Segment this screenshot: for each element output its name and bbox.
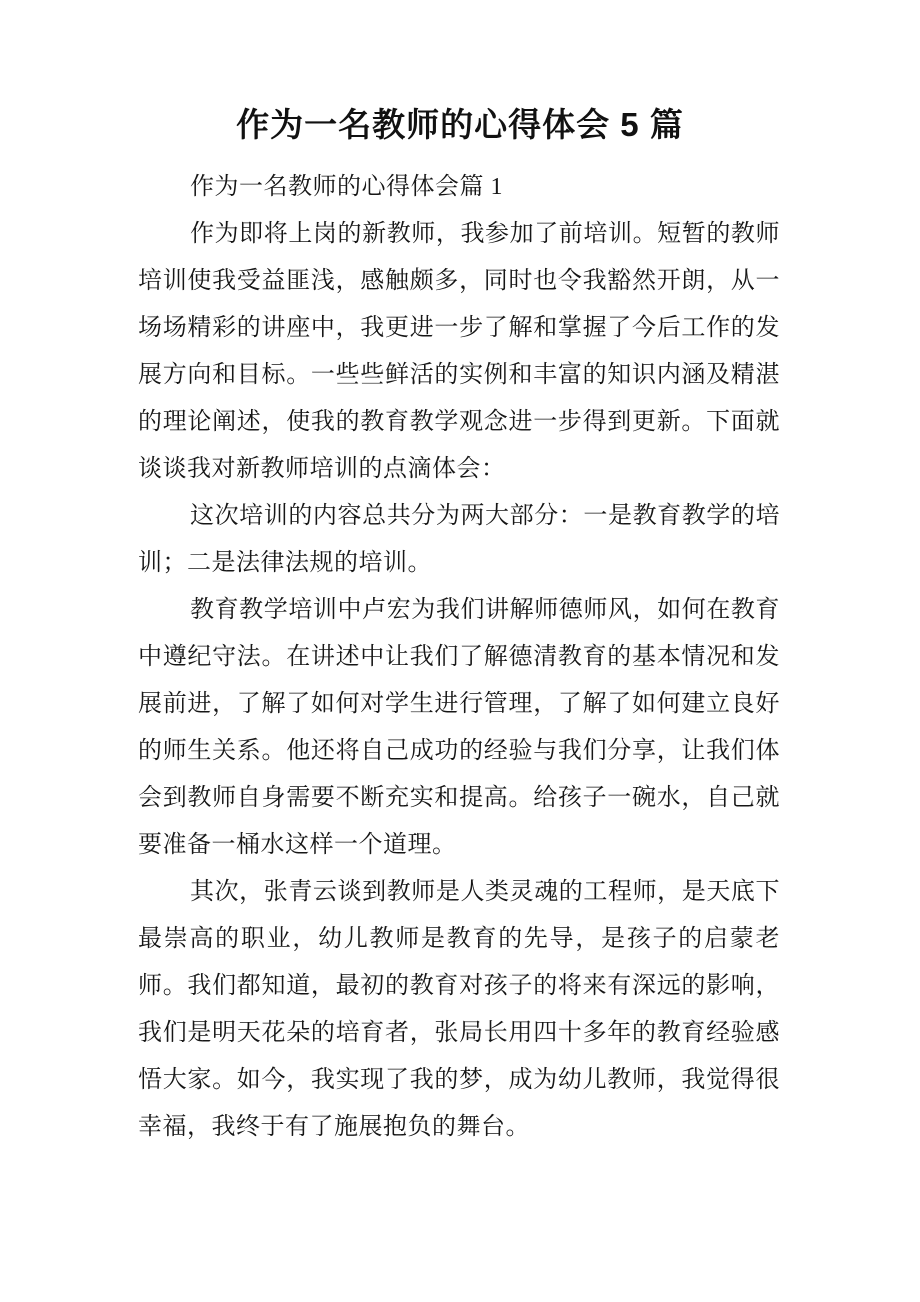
paragraph: 教育教学培训中卢宏为我们讲解师德师风，如何在教育中遵纪守法。在讲述中让我们了解德清教育的基本情况和发展前进，了解了如何对学生进行管理，了解了如何建立良好的师生关系。他还将自己成功的经验与我们分享，让我们体会到教师自身需要不断充实和提高。给孩子一碗水，自己就要准备一桶水这样一个道理。 — [138, 597, 780, 858]
paragraph: 作为即将上岗的新教师，我参加了前培训。短暂的教师培训使我受益匪浅，感触颇多，同时也令我豁然开朗，从一场场精彩的讲座中，我更进一步了解和掌握了今后工作的发展方向和目标。一些些鲜活的实例和丰富的知识内涵及精湛的理论阐述，使我的教育教学观念进一步得到更新。下面就谈谈我对新教师培训的点滴体会： — [138, 221, 780, 482]
section-heading: 作为一名教师的心得体会篇 1 — [190, 174, 503, 200]
paragraph: 其次，张青云谈到教师是人类灵魂的工程师，是天底下最崇高的职业，幼儿教师是教育的先导，是孩子的启蒙老师。我们都知道，最初的教育对孩子的将来有深远的影响，我们是明天花朵的培育者，张局长用四十多年的教育经验感悟大家。如今，我实现了我的梦，成为幼儿教师，我觉得很幸福，我终于有了施展抱负的舞台。 — [138, 879, 780, 1140]
paragraph: 这次培训的内容总共分为两大部分：一是教育教学的培训；二是法律法规的培训。 — [138, 503, 780, 576]
document-body — [138, 164, 780, 1151]
document-title: 作为一名教师的心得体会 5 篇 — [236, 106, 684, 143]
